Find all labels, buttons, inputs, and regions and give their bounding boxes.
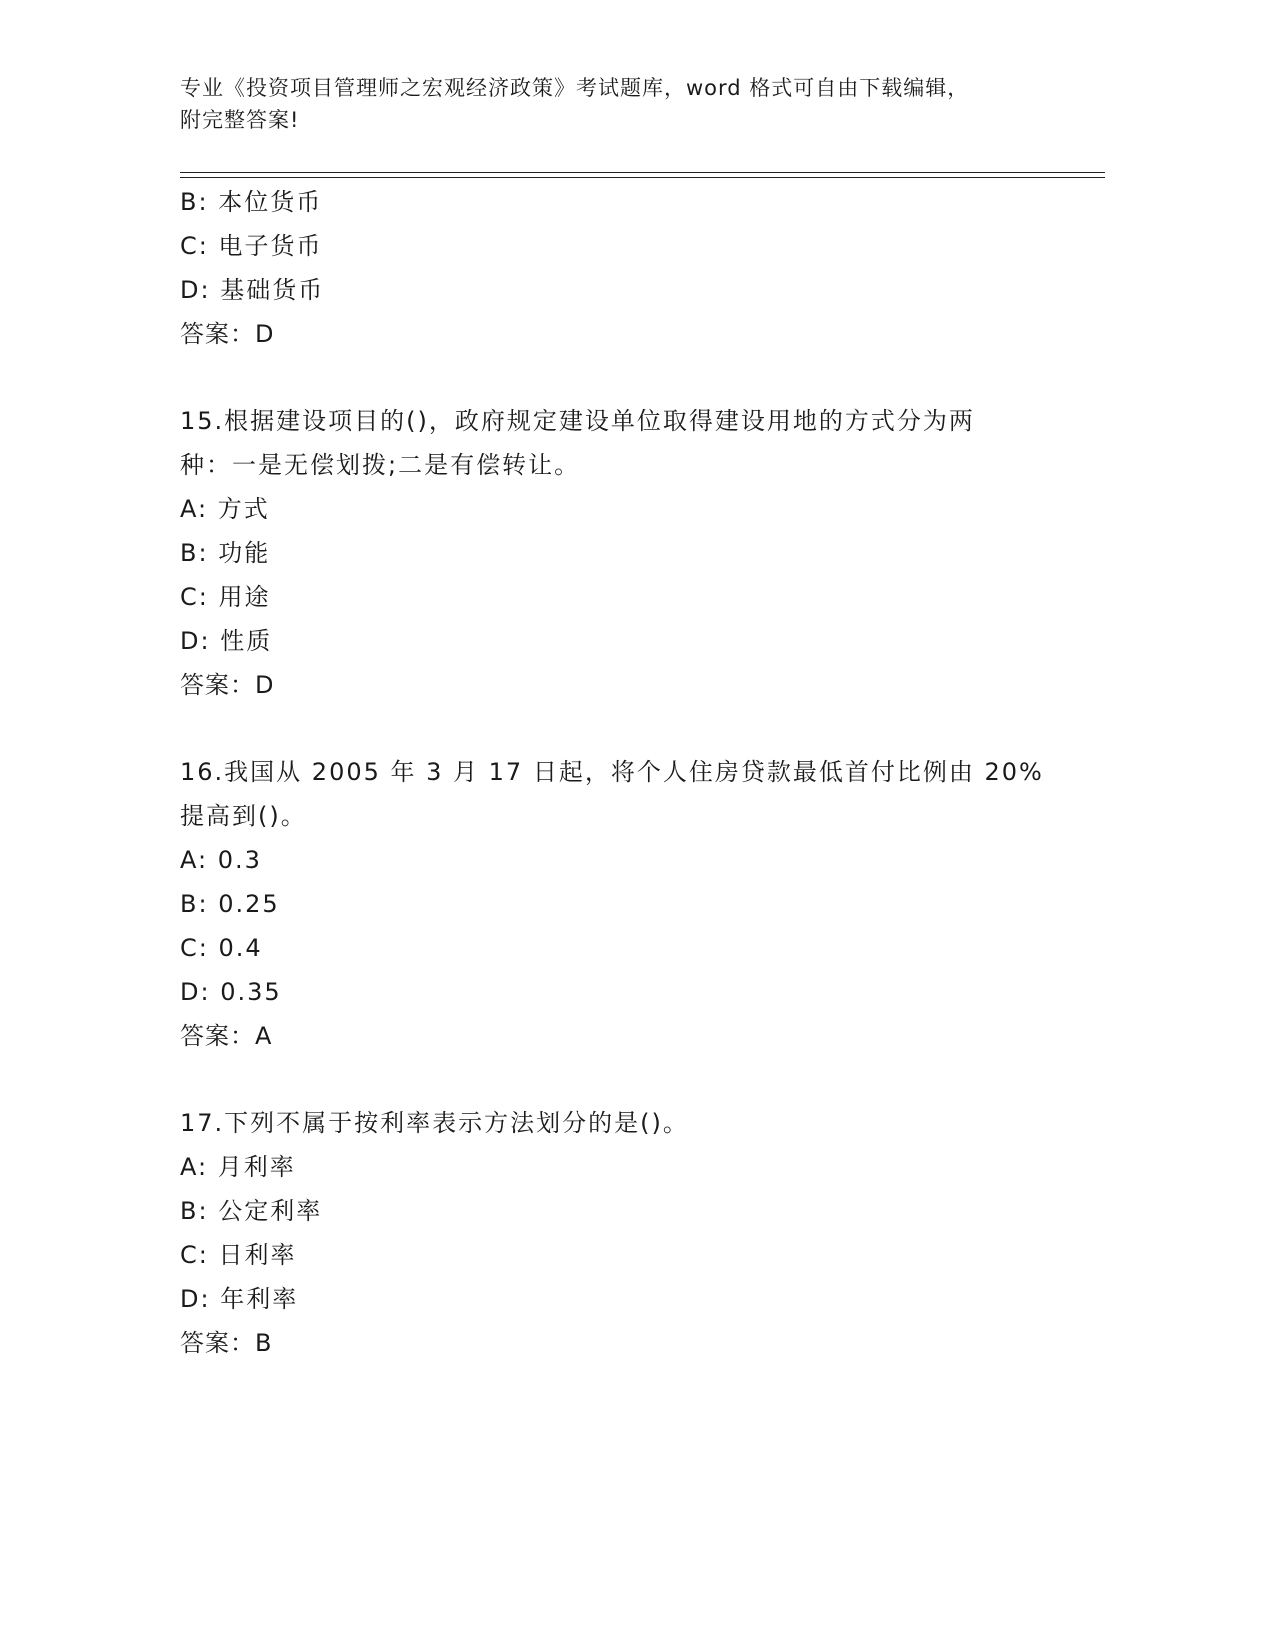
option-c xyxy=(180,575,1105,619)
option-b xyxy=(180,1189,1105,1233)
option-c xyxy=(180,926,1105,970)
option-text: 用途 xyxy=(218,583,271,611)
option-text: 本位货币 xyxy=(218,188,323,216)
option-b xyxy=(180,882,1105,926)
option-letter: A: xyxy=(180,495,209,523)
option-text: 0.35 xyxy=(220,978,282,1006)
option-letter: C: xyxy=(180,934,209,962)
answer-line: 答案：A xyxy=(180,1022,273,1050)
option-text: 基础货币 xyxy=(220,276,325,304)
option-letter: B: xyxy=(180,539,209,567)
question-list xyxy=(180,180,1105,1365)
option-text: 0.25 xyxy=(218,890,280,918)
document-header xyxy=(180,72,1040,136)
option-d xyxy=(180,1277,1105,1321)
option-text: 0.4 xyxy=(218,934,263,962)
option-b xyxy=(180,531,1105,575)
option-letter: C: xyxy=(180,583,209,611)
question-text-line-1: 17.下列不属于按利率表示方法划分的是()。 xyxy=(180,1109,689,1137)
option-b xyxy=(180,180,1105,224)
option-letter: B: xyxy=(180,188,209,216)
option-letter: D: xyxy=(180,978,211,1006)
option-a xyxy=(180,838,1105,882)
option-letter: C: xyxy=(180,1241,209,1269)
option-text: 0.3 xyxy=(217,846,262,874)
question-17 xyxy=(180,1101,1105,1365)
header-line-2: 附完整答案! xyxy=(180,108,300,132)
option-text: 性质 xyxy=(220,627,273,655)
question-text-line-2: 提高到()。 xyxy=(180,802,307,830)
question-text-line-1: 15.根据建设项目的()，政府规定建设单位取得建设用地的方式分为两 xyxy=(180,407,975,435)
option-letter: B: xyxy=(180,890,209,918)
option-text: 公定利率 xyxy=(218,1197,323,1225)
option-d xyxy=(180,268,1105,312)
option-letter: D: xyxy=(180,1285,211,1313)
answer-line: 答案：D xyxy=(180,320,275,348)
option-c xyxy=(180,1233,1105,1277)
option-text: 电子货币 xyxy=(218,232,323,260)
header-divider-top xyxy=(180,172,1105,173)
option-letter: A: xyxy=(180,846,209,874)
option-letter: C: xyxy=(180,232,209,260)
option-letter: D: xyxy=(180,627,211,655)
header-line-1: 专业《投资项目管理师之宏观经济政策》考试题库，word 格式可自由下载编辑， xyxy=(180,76,970,100)
question-text-line-2: 种：一是无偿划拨;二是有偿转让。 xyxy=(180,451,581,479)
question-15 xyxy=(180,399,1105,707)
option-letter: D: xyxy=(180,276,211,304)
option-text: 年利率 xyxy=(220,1285,299,1313)
option-letter: A: xyxy=(180,1153,209,1181)
option-text: 日利率 xyxy=(218,1241,297,1269)
option-text: 方式 xyxy=(217,495,270,523)
option-d xyxy=(180,970,1105,1014)
option-text: 月利率 xyxy=(217,1153,296,1181)
answer-line: 答案：D xyxy=(180,671,275,699)
question-16 xyxy=(180,750,1105,1058)
option-c xyxy=(180,224,1105,268)
header-divider-bottom xyxy=(180,177,1105,178)
option-a xyxy=(180,1145,1105,1189)
question-text-line-1: 16.我国从 2005 年 3 月 17 日起，将个人住房贷款最低首付比例由 20% xyxy=(180,758,1044,786)
option-d xyxy=(180,619,1105,663)
option-text: 功能 xyxy=(218,539,271,567)
option-a xyxy=(180,487,1105,531)
answer-line: 答案：B xyxy=(180,1329,273,1357)
option-letter: B: xyxy=(180,1197,209,1225)
prev-question xyxy=(180,180,1105,356)
